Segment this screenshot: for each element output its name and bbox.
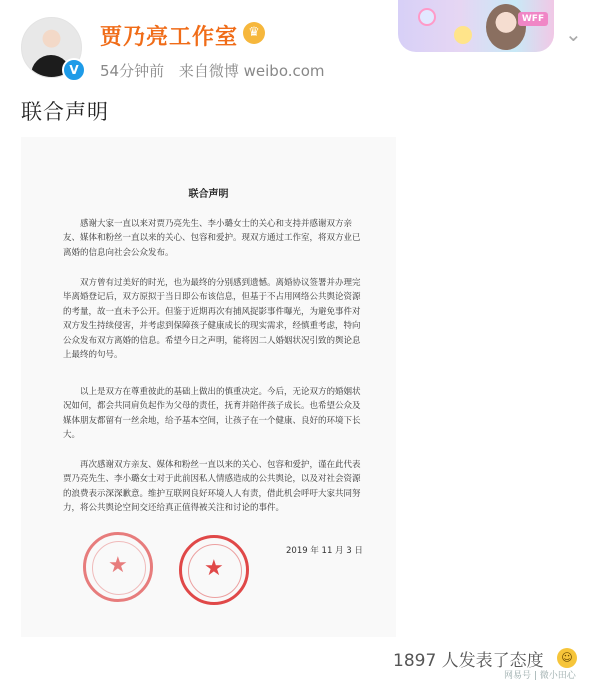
statement-date: 2019 年 11 月 3 日 [286, 546, 363, 556]
crown-icon: ♛ [243, 22, 265, 44]
author-name[interactable]: 贾乃亮工作室 [100, 25, 239, 50]
wff-badge: WFF [518, 12, 548, 26]
portrait-icon [486, 4, 526, 50]
v-badge-icon: V [62, 58, 86, 82]
grinning-face-icon: ☺ [557, 648, 577, 668]
decor-banner [398, 0, 554, 52]
post-text: 联合声明 [21, 100, 109, 124]
statement-paragraph: 再次感谢双方亲友、媒体和粉丝一直以来的关心、包容和爱护，谨在此代表贾乃亮先生、李小璐女士对于此前因私人情感造成的公共舆论，以及对社会资源的浪费表示深深歉意。维护互联网良好环境人人有责，借此机会呼吁大家共同努力，将公共舆论空间交还给真正值得被关注和讨论的事件。 [63, 460, 361, 514]
post-header [0, 0, 600, 90]
post-meta [100, 60, 335, 81]
seal-stamp-icon: ★ [179, 535, 249, 605]
statement-image[interactable] [21, 137, 396, 637]
bubble-icon [454, 26, 472, 44]
statement-paragraph: 以上是双方在尊重彼此的基础上做出的慎重决定。今后，无论双方的婚姻状况如何，都会共同肩负起作为父母的责任，抚育并陪伴孩子成长。也希望公众及媒体朋友都留有一丝余地，给予基本空间，让孩子在一个健康、良好的环境下长大。 [63, 387, 361, 441]
seal-stamp-icon: ★ [83, 532, 153, 602]
post-time: 54分钟前 [100, 62, 165, 80]
statement-paragraph: 双方曾有过美好的时光，也为最终的分别感到遗憾。离婚协议签署并办理完毕离婚登记后，双方原拟于当日即公布该信息，但基于不占用网络公共舆论资源的考量，故一直未予公开。但鉴于近期再次有捕风捉影事件曝光，为避免事件对双方发生持续侵害，并考虑到保障孩子健康成长的现实需求，经慎重考虑，特向公众发布双方离婚的信息。希望今日之声明，能将因二人婚姻状况引致的舆论息上最终的句号。 [63, 278, 361, 361]
bubble-icon [418, 8, 436, 26]
post-source[interactable]: 来自微博 weibo.com [178, 62, 325, 80]
reaction-count[interactable]: 1897 人发表了态度 [393, 651, 544, 671]
statement-paragraph: 感谢大家一直以来对贾乃亮先生、李小璐女士的关心和支持并感谢双方亲友、媒体和粉丝一直以来的关心、包容和爱护。现双方通过工作室，将双方业已离婚的信息向社会公众发布。 [63, 219, 361, 258]
watermark: 网易号 | 微小田心 [504, 671, 576, 681]
chevron-down-icon[interactable]: ⌄ [565, 22, 582, 46]
statement-title: 联合声明 [188, 189, 229, 200]
